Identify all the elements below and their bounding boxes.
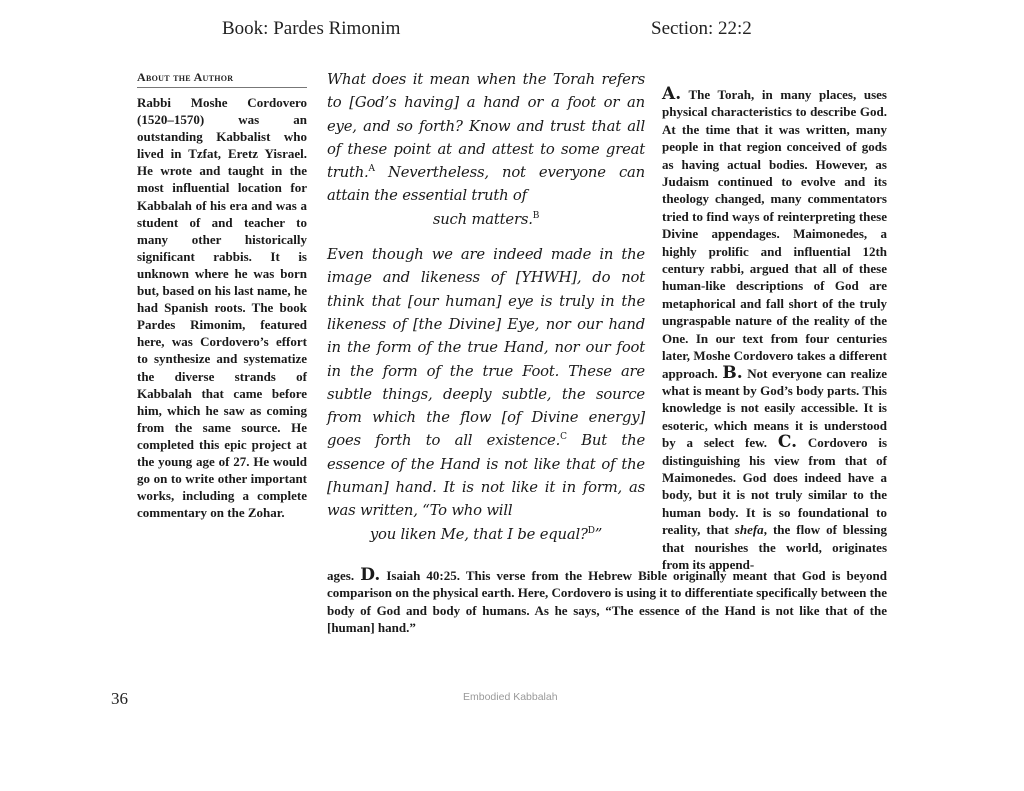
note-lead: Not everyone can — [742, 365, 846, 381]
note-body: many places, uses physical characteristics to describe God. At the time that it was written, many people in that region conceived of gods as having actual bodies. However, as Judaism continued to evolve and its theology changed, many commentators tried to find ways of reinterpreting these Divine appendages. Maimonedes, a highly prolific and influential 12th century rabbi, argued that all of these human-like descriptions of God are metaphorical and fall short of the truly ungraspable nature of the reality of the One. In our text from four centuries later, Moshe Cordovero takes a different approach. — [662, 87, 887, 381]
primary-paragraph-1 — [327, 68, 645, 231]
commentary-bottom — [327, 567, 887, 637]
sidebar-heading: About the Author — [137, 70, 307, 88]
text-span: Even though we are indeed made in the image and likeness of [YHWH], do not think that [our human] eye is truly in the likeness of [the Divine] Eye, nor our hand in the form of the true Hand, nor our foot in the form of the true Foot. These are subtle things, deeply subtle, the source from which the flow [of Divine energy] goes forth to all existence. — [327, 246, 645, 450]
centered-line — [327, 208, 645, 231]
commentary-column — [662, 86, 887, 573]
note-marker-d: D. — [360, 565, 381, 585]
primary-paragraph-2 — [327, 243, 645, 546]
note-marker-a: A. — [662, 84, 682, 104]
text-span: ” — [594, 525, 603, 543]
note-body: ages. — [327, 568, 355, 583]
footnote-marker-d: D — [587, 525, 595, 536]
centered-line — [327, 523, 645, 546]
term-shefa: shefa — [734, 522, 764, 538]
text-span: you liken Me, that I be equal? — [369, 525, 588, 543]
footnote-marker-c: C — [560, 432, 567, 443]
page-number: 36 — [111, 689, 128, 708]
note-lead: Cordovero is distinguishing — [662, 435, 887, 468]
note-lead: The Torah, in — [681, 87, 773, 102]
footer-book-name: Embodied Kabbalah — [463, 691, 558, 703]
note-body: , the flow of blessing that nourishes the world, originates from its append- — [662, 522, 888, 572]
footnote-marker-b: B — [532, 210, 540, 221]
sidebar-body: Rabbi Moshe Cordovero (1520–1570) was an outstanding Kabbalist who lived in Tzfat, Eretz Yisrael. He wrote and taught in the most influential location for Kabbalah of his era and was a student of and teacher to many other historically significant rabbis. It is unknown where he was born but, based on his last name, he had Spanish roots. The book Pardes Rimonim, featured here, was Cordovero’s effort to synthesize and systematize the diverse strands of Kabbalah that came before him, which he saw as coming from the same source. He completed this epic project at the young age of 27. He would go on to write other important works, including a complete commentary on the Zohar. — [137, 95, 307, 521]
note-body: realize what is meant by God’s body parts. This knowledge is not easily accessible. It is esoteric, which means it is understood by a select few. — [662, 365, 887, 451]
note-body: verse from the Hebrew Bible originally meant that God is beyond comparison on the physical earth. Here, Cordovero is using it to differentiate specifically between the body of God and body of humans. As he says, “The essence of the Hand is not like that of the [human] hand.” — [327, 568, 887, 636]
note-lead: Isaiah 40:25. This — [380, 568, 491, 583]
note-marker-b: B. — [722, 362, 743, 383]
text-span: What does it mean when the Torah refers to [God’s having] a hand or a foot or an eye, and so forth? Know and trust that all of these point at and attest to some great truth. — [327, 71, 645, 182]
section-label: Section: 22:2 — [651, 18, 752, 39]
primary-text — [327, 68, 645, 546]
footnote-marker-a: A — [368, 164, 375, 175]
book-title: Book: Pardes Rimonim — [222, 18, 401, 39]
text-span: such matters. — [432, 210, 533, 228]
note-marker-c: C. — [777, 432, 797, 453]
text-span: Nevertheless, not everyone can attain the essential truth of — [327, 164, 645, 205]
note-body: his view from that of Maimonedes. God does indeed have a body, but it is not truly similar to the human body. It is so foundational to reality, that — [662, 452, 887, 538]
about-author-sidebar — [137, 70, 307, 521]
text-span: But the essence of the Hand is not like that of the [human] hand. It is not like it in form, as was written, “To who will — [327, 432, 645, 520]
